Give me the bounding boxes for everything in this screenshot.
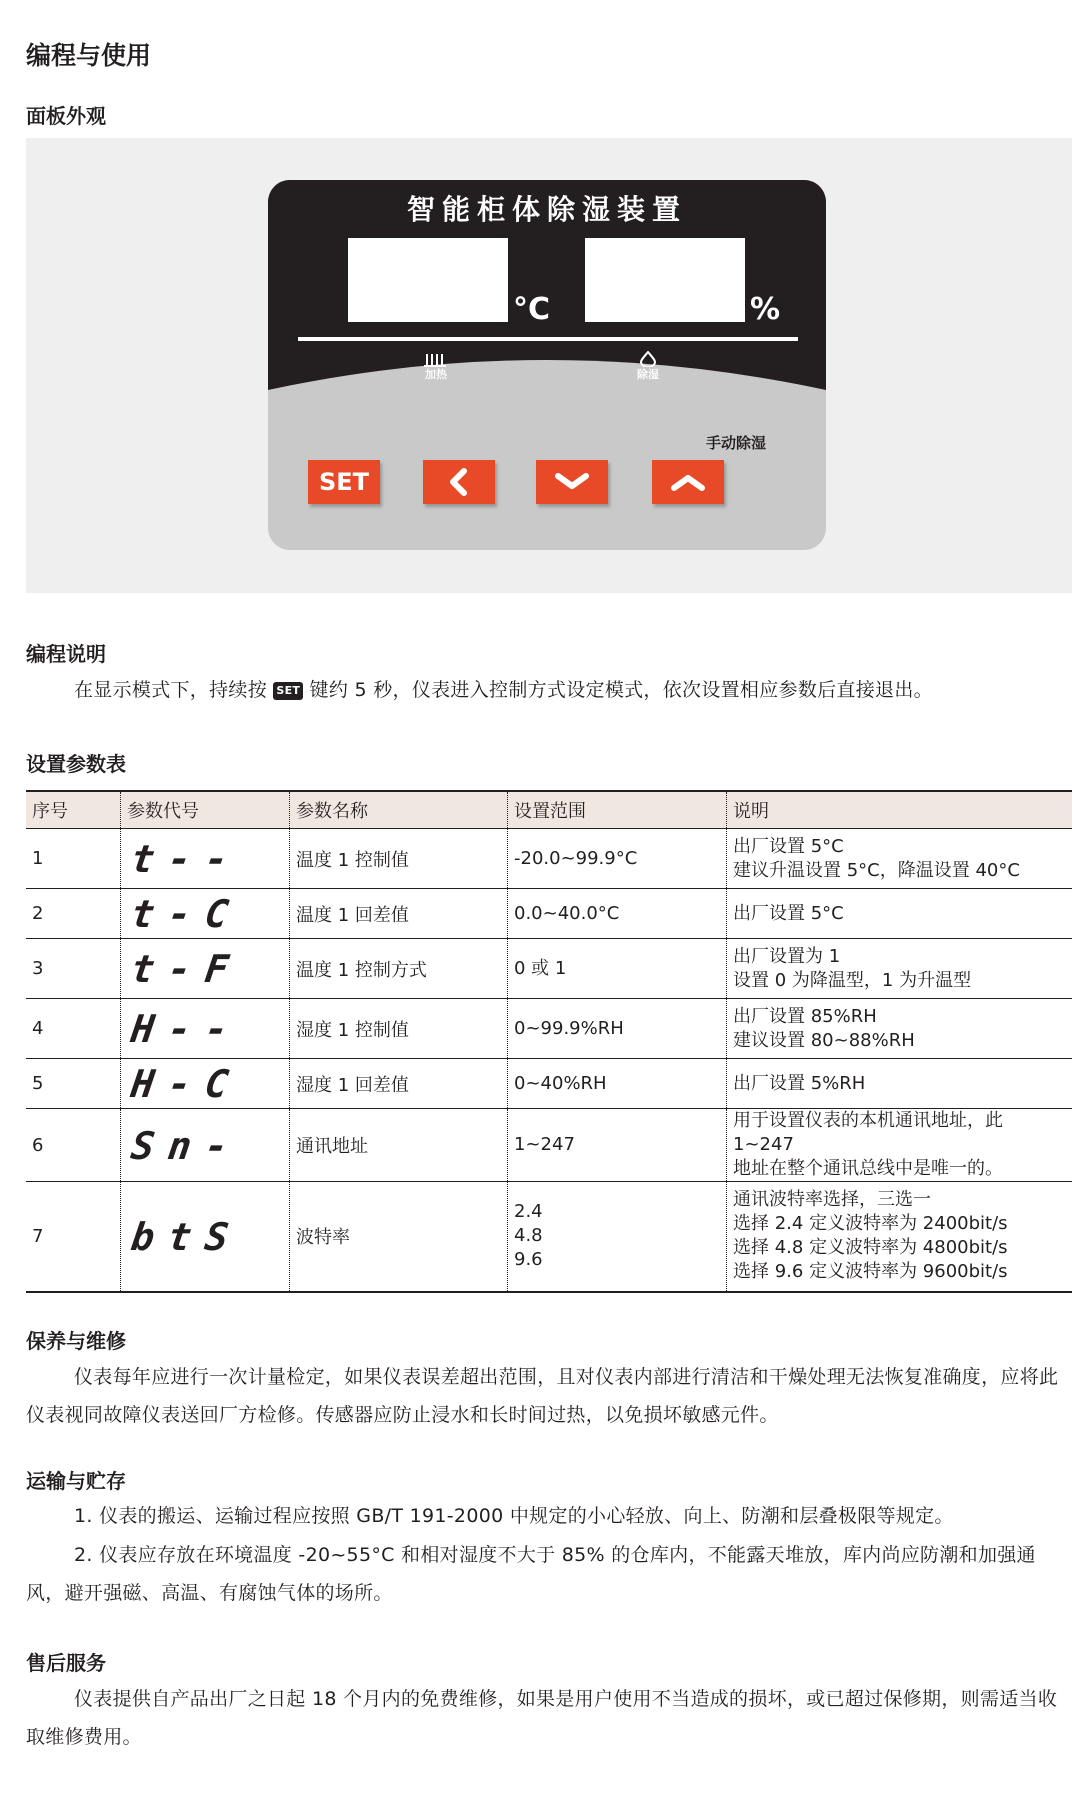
table-heading: 设置参数表 <box>26 752 126 776</box>
cell-no: 7 <box>26 1182 121 1292</box>
cell-no: 2 <box>26 889 121 939</box>
cell-code: t-F <box>116 939 293 999</box>
panel-heading: 面板外观 <box>26 104 106 128</box>
cell-range <box>508 939 727 999</box>
celsius-unit: °C <box>513 292 551 327</box>
range-line: 0~40%RH <box>514 1072 607 1094</box>
down-button[interactable] <box>536 460 608 504</box>
cell-desc <box>727 829 1073 889</box>
range-line: 9.6 <box>514 1249 543 1271</box>
cell-name: 温度 1 控制方式 <box>290 939 508 999</box>
desc-line: 建议升温设置 5°C，降温设置 40°C <box>733 859 1020 881</box>
cell-range <box>508 889 727 939</box>
range-line: 2.4 <box>514 1201 543 1223</box>
cell-no: 6 <box>26 1109 121 1182</box>
table-row <box>26 889 1072 939</box>
cell-code: btS <box>113 1182 297 1292</box>
humidity-display <box>585 238 745 322</box>
desc-line: 建议设置 80~88%RH <box>733 1029 915 1051</box>
left-arrow-icon <box>444 467 474 497</box>
page-title: 编程与使用 <box>26 41 152 70</box>
transport-heading: 运输与贮存 <box>26 1469 126 1493</box>
header-range: 设置范围 <box>508 791 727 829</box>
maintenance-heading: 保养与维修 <box>26 1329 126 1353</box>
heat-icon <box>423 353 449 367</box>
header-no: 序号 <box>26 791 121 829</box>
header-desc: 说明 <box>727 791 1073 829</box>
desc-line: 地址在整个通讯总线中是唯一的。 <box>733 1158 1003 1179</box>
cell-code: H-C <box>117 1059 293 1109</box>
programming-text <box>26 671 1072 709</box>
cell-name: 通讯地址 <box>290 1109 508 1182</box>
range-line: 4.8 <box>514 1225 543 1247</box>
table-row <box>26 829 1072 889</box>
desc-line: 出厂设置 5%RH <box>733 1072 866 1094</box>
transport-item-1: 1. 仪表的搬运、运输过程应按照 GB/T 191-2000 中规定的小心轻放、向上、防潮和层叠极限等规定。 <box>74 1505 954 1527</box>
cell-no: 1 <box>26 829 121 889</box>
device-panel <box>268 180 826 550</box>
percent-unit: % <box>750 292 781 327</box>
cell-name: 湿度 1 回差值 <box>290 1059 508 1109</box>
cell-range <box>508 1182 727 1292</box>
desc-line: 出厂设置 5°C <box>733 902 844 924</box>
dehumidify-label: 除湿 <box>637 368 659 381</box>
cell-name: 温度 1 控制值 <box>290 829 508 889</box>
desc-line: 选择 2.4 定义波特率为 2400bit/s <box>733 1213 1008 1235</box>
cell-name: 温度 1 回差值 <box>290 889 508 939</box>
range-line: 0.0~40.0°C <box>514 902 620 924</box>
desc-line: 出厂设置 85%RH <box>733 1005 877 1027</box>
parameter-table <box>26 790 1072 1293</box>
set-key-icon: SET <box>273 682 303 700</box>
programming-heading: 编程说明 <box>26 642 106 666</box>
table-header-row <box>26 791 1072 829</box>
down-arrow-icon <box>552 470 592 494</box>
cell-code: t-C <box>117 889 293 939</box>
cell-range <box>508 999 727 1059</box>
transport-item-2: 2. 仪表应存放在环境温度 -20~55°C 和相对湿度不大于 85% 的仓库内，不能露天堆放，库内尚应防潮和加强通风，避开强磁、高温、有腐蚀气体的场所。 <box>26 1544 1036 1604</box>
header-name: 参数名称 <box>290 791 508 829</box>
cell-desc <box>727 1109 1073 1182</box>
desc-line: 用于设置仪表的本机通讯地址，此 1~247 <box>733 1110 1003 1155</box>
set-button[interactable]: SET <box>308 460 380 504</box>
cell-no: 5 <box>26 1059 121 1109</box>
device-title: 智能柜体除湿装置 <box>406 193 687 226</box>
cell-code: Sn- <box>115 1109 294 1182</box>
cell-range <box>508 1059 727 1109</box>
desc-line: 出厂设置 5°C <box>733 835 844 857</box>
cell-code: H-- <box>116 999 293 1059</box>
table-row <box>26 1109 1072 1182</box>
desc-line: 设置 0 为降温型，1 为升温型 <box>733 969 972 991</box>
up-arrow-icon <box>668 470 708 494</box>
cell-desc <box>727 889 1073 939</box>
temperature-display <box>348 238 508 322</box>
cell-name: 波特率 <box>290 1182 508 1292</box>
cell-name: 湿度 1 控制值 <box>290 999 508 1059</box>
range-line: 1~247 <box>514 1134 575 1155</box>
dehumidify-icon <box>637 351 659 367</box>
range-line: -20.0~99.9°C <box>514 847 638 869</box>
desc-line: 选择 9.6 定义波特率为 9600bit/s <box>733 1261 1008 1283</box>
programming-text-part2: 键约 5 秒，仪表进入控制方式设定模式，依次设置相应参数后直接退出。 <box>309 679 933 701</box>
table-row <box>26 999 1072 1059</box>
range-line: 0~99.9%RH <box>514 1017 624 1039</box>
table-row <box>26 1059 1072 1109</box>
cell-range <box>508 1109 727 1182</box>
maintenance-text: 仪表每年应进行一次计量检定，如果仪表误差超出范围，且对仪表内部进行清洁和干燥处理无法恢复准确度，应将此仪表视同故障仪表送回厂方检修。传感器应防止浸水和长时间过热，以免损坏敏感元件。 <box>26 1366 1059 1426</box>
cell-desc <box>727 1059 1073 1109</box>
table-row <box>26 1182 1072 1292</box>
table-row <box>26 939 1072 999</box>
cell-no: 4 <box>26 999 121 1059</box>
range-line: 0 或 1 <box>514 957 567 979</box>
left-button[interactable] <box>423 460 495 504</box>
cell-range <box>508 829 727 889</box>
service-heading: 售后服务 <box>26 1651 106 1675</box>
up-button[interactable] <box>652 460 724 504</box>
cell-code: t-- <box>116 829 293 889</box>
cell-desc <box>727 999 1073 1059</box>
service-text: 仪表提供自产品出厂之日起 18 个月内的免费维修，如果是用户使用不当造成的损坏，或已超过保修期，则需适当收取维修费用。 <box>26 1688 1058 1748</box>
header-code: 参数代号 <box>121 791 290 829</box>
programming-text-part1: 在显示模式下，持续按 <box>74 679 268 701</box>
desc-line: 出厂设置为 1 <box>733 945 841 967</box>
desc-line: 选择 4.8 定义波特率为 4800bit/s <box>733 1237 1008 1259</box>
manual-dehumidify-label: 手动除湿 <box>706 434 767 452</box>
cell-desc <box>727 939 1073 999</box>
cell-no: 3 <box>26 939 121 999</box>
heat-label: 加热 <box>425 368 447 381</box>
desc-line: 通讯波特率选择，三选一 <box>733 1189 931 1211</box>
cell-desc <box>727 1182 1073 1292</box>
